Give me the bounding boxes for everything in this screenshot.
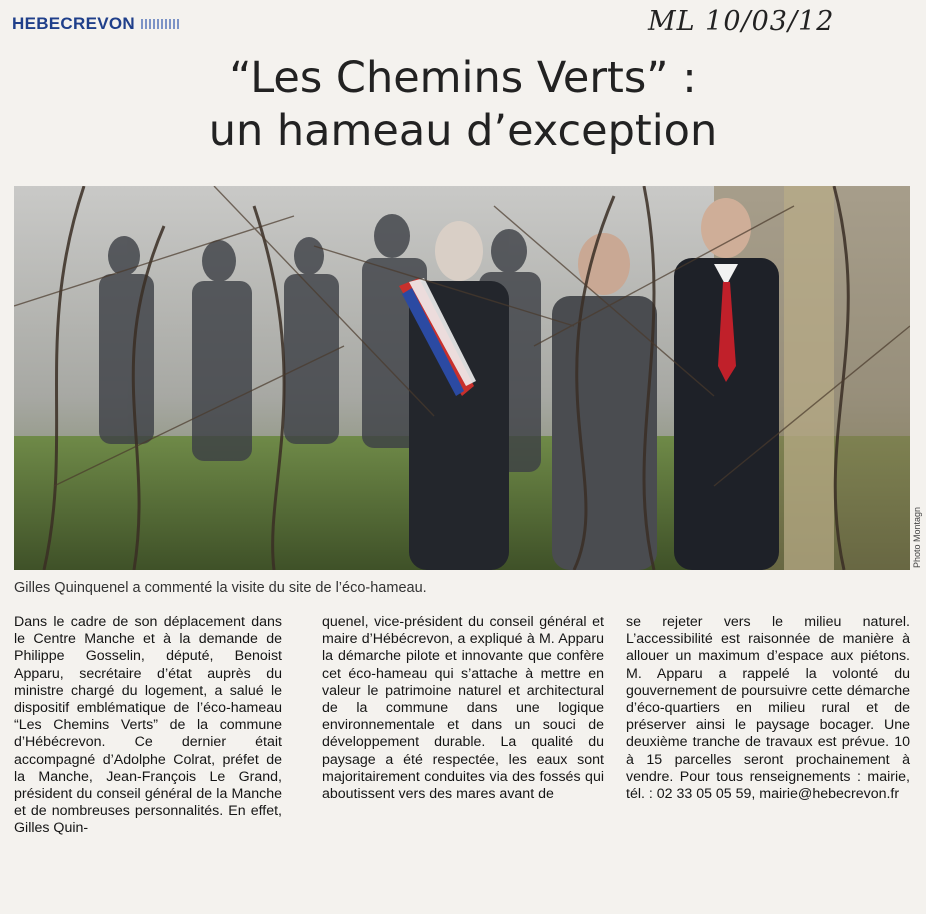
article-column-1 [14,614,282,838]
photo-illustration [14,186,910,570]
headline-line-2: un hameau d’exception [208,106,718,156]
photo-caption: Gilles Quinquenel a commenté la visite du site de l’éco-hameau. [14,580,427,596]
article-headline [0,52,926,158]
article-paragraph-2: quenel, vice-président du conseil général et maire d’Hébécrevon, a expliqué à M. Apparu la démarche pilote et innovante que confère cet éco-hameau qui s’attache à mettre en valeur le patrimoine naturel et architectural de la commune dans une logique environnementale et dans un souci de développement durable. La qualité du paysage a été respectée, les eaux sont majoritairement conduites via des fossés qui aboutissent vers des mares avant de [322,614,604,803]
article-column-3 [626,614,910,803]
handwritten-date-note: ML 10/03/12 [648,6,835,37]
section-kicker [12,14,179,34]
kicker-bars-decoration [141,19,179,29]
article-photo [14,186,910,570]
headline-line-1: “Les Chemins Verts” : [229,53,697,103]
photo-credit: Photo Montagn [912,506,922,568]
article-paragraph-1: Dans le cadre de son déplacement dans le Centre Manche et à la demande de Philippe Gosselin, député, Benoist Apparu, secrétaire d’état auprès du ministre chargé du logement, a salué le dispositif emblématique de l’éco-hameau “Les Chemins Verts” de la commune d’Hébécrevon. Ce dernier était accompagné d’Adolphe Colrat, préfet de la Manche, Jean-François Le Grand, président du conseil général de la Manche et de nombreuses personnalités. En effet, Gilles Quin- [14,614,282,837]
article-paragraph-3: se rejeter vers le milieu naturel. L’accessibilité est raisonnée de manière à allouer un maximum d’espace aux piétons. M. Apparu a rappelé la volonté du gouvernement de poursuivre cette démarche d’éco-quartiers en milieu rural et de préserver ainsi le paysage bocager. Une deuxième tranche de travaux est prévue. 10 à 15 parcelles seront prochainement à vendre. Pour tous renseignements : mairie, tél. : 02 33 05 05 59, mairie@hebecrevon.fr [626,614,910,803]
article-column-2 [322,614,604,803]
section-label: HEBECREVON [12,14,135,33]
